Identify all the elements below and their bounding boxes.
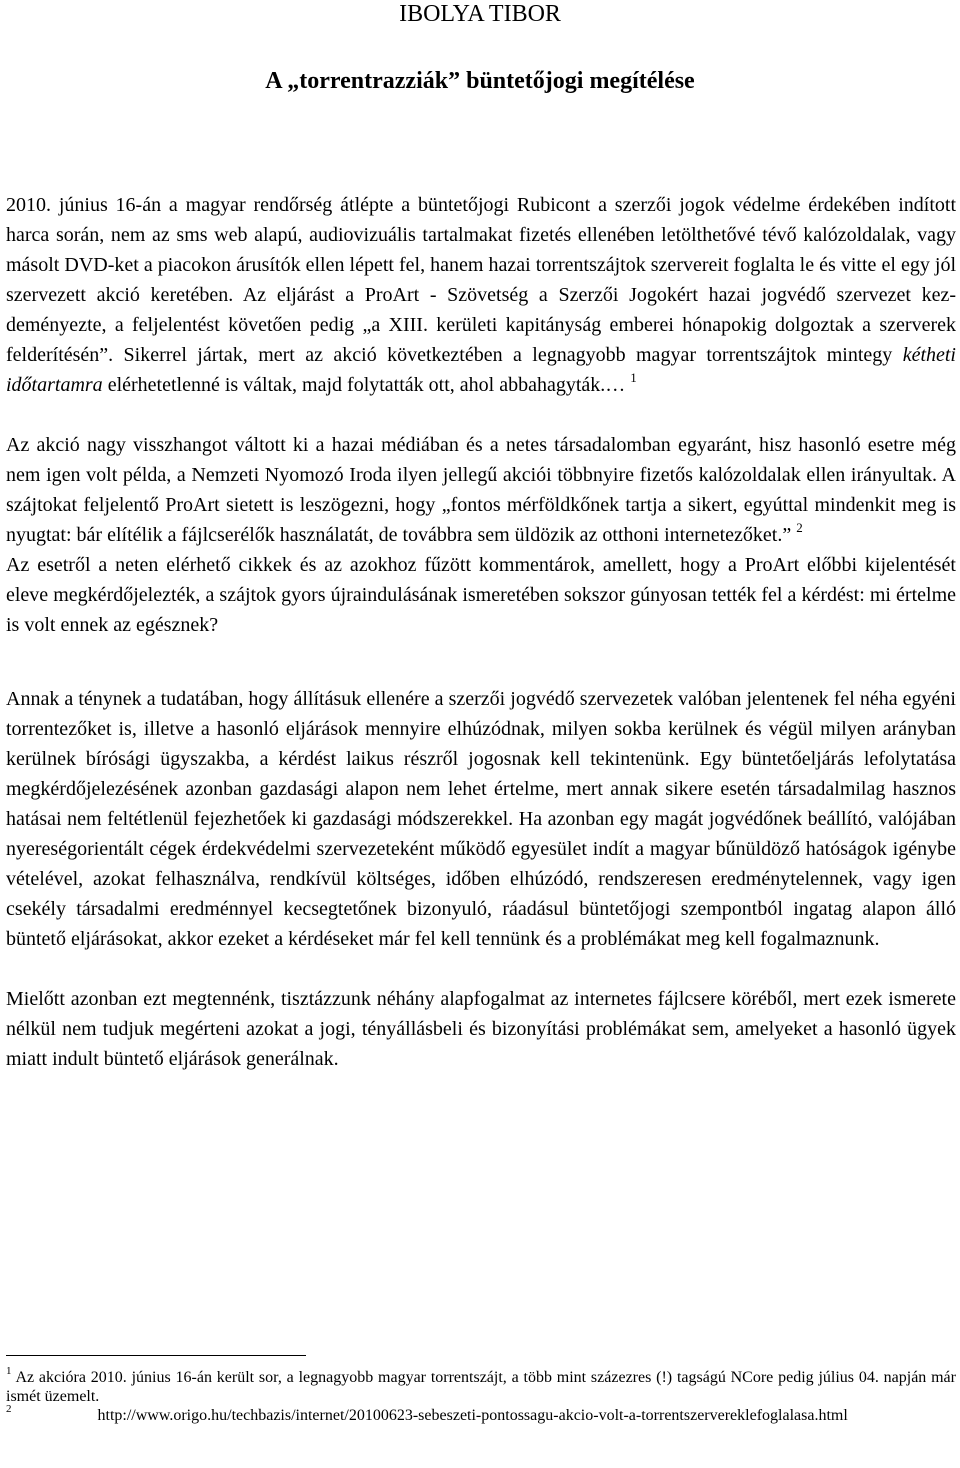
footnote-1: [6, 1365, 956, 1406]
paragraph-2: [6, 430, 956, 550]
footnote-ref-1[interactable]: 1: [630, 370, 637, 385]
footnote-1-text: Az akcióra 2010. június 16-án került sor, a legnagyobb magyar torrentszájt, a több mint százezres (!) tagságú NCore pedig július 04. napján már ismét üzemelt.: [6, 1369, 956, 1405]
paragraph-4: Annak a ténynek a tudatában, hogy állításuk ellenére a szerzői jogvédő szervezetek valóban jelentenek fel néha egyéni torrentezőket is, illetve a hasonló eljárások mennyire elhúzódnak, milyen sokba kerülnek és végül milyen arányban kerülnek bírósági ügyszakba, a kérdést laikus részről jogosnak kell tekintenünk. Egy büntetőeljárás lefolytatása megkérdőjelezésének azonban gazdasági alapon nem lehet értelme, mert annak sikere esetén társadalmilag hasznos hatásai nem feltétlenül fejezhetőek ki gazdasági módszerekkel. Ha azonban egy magát jogvédőnek beállító, valójában nyereségorientált cégek érdekvédelmi szervezeteként működő egyesület indít a magyar bűnüldöző hatóságok igénybe vételével, azokat felhasználva, rendkívül költséges, időben elhúzódó, rendszeresen eredménytelennek, vagy igen csekély társadalmi eredménnyel kecsegtetőnek bizonyuló, ráadásul büntetőjogi szempontból ingatag alapon álló büntető eljárásokat, akkor ezeket a kérdéseket már fel kell tennünk és a problémákat meg kell fogalmaznunk.: [6, 688, 956, 950]
footnote-2-mark: 2: [6, 1403, 12, 1415]
paragraph-5: Mielőtt azonban ezt megtennénk, tisztázzunk néhány alapfogalmat az internetes fájlcsere köréből, mert ezek ismerete nélkül nem tudjuk megérteni azokat a jogi, tényállásbeli és bizonyítási problémákat sem, amelyeket a hasonló ügyek miatt indult büntető eljárások generálnak.: [6, 988, 956, 1070]
footnote-separator: [6, 1355, 306, 1356]
author-name: IBOLYA TIBOR: [399, 1, 561, 27]
paragraph-1-text-b: elérhetetlenné is váltak, majd folytatták ott, ahol abbahagyták.…: [102, 374, 626, 396]
footnote-1-mark: 1: [6, 1365, 12, 1377]
footnotes: [6, 1365, 956, 1425]
paragraph-1: [6, 190, 956, 400]
article-body: [6, 190, 956, 1074]
footnote-2: [6, 1403, 956, 1425]
footnote-2-link[interactable]: http://www.origo.hu/techbazis/internet/20100623-sebeszeti-pontossagu-akcio-volt-a-torrentszervereklefoglalasa.html: [97, 1407, 848, 1424]
paragraph-1-text-a: 2010. június 16-án a magyar rendőrség átlépte a büntetőjogi Rubicont a szerzői jogok védelme érdekében indított harca során, nem az sms web alapú, audiovizuális tartalmakat fizetés ellenében letölthetővé tévő kalózoldalak, vagy másolt DVD-ket a piacokon árusítók ellen lépett fel, hanem hazai torrentszájtok szervereit foglalta le és vitte el egy jól szervezett akció keretében. Az eljárást a ProArt - Szövetség a Szerzői Jogokért hazai jogvédő szervezet kezdeményezte, a feljelentést követően pedig „a XIII. kerületi kapitányság emberei hónapokig dolgoztak a szerverek felderítésén”. Sikerrel jártak, mert az akció következtében a legnagyobb magyar torrentszájtok mintegy: [6, 194, 956, 366]
paragraph-2-text: Az akció nagy visszhangot váltott ki a hazai médiában és a netes társadalomban egyaránt, hisz hasonló esetre még nem igen volt példa, a Nemzeti Nyomozó Iroda ilyen jellegű akciói többnyire fizetős kalózoldalak ellen irányultak. A szájtokat feljelentő ProArt sietett is leszögezni, hogy „fontos mérföldkőnek tartja a sikert, egyúttal mindenkit meg is nyugtat: bár elítélik a fájlcserélők használatát, de továbbra sem üldözik az otthoni internetezőket.”: [6, 434, 956, 546]
paragraph-3: Az esetről a neten elérhető cikkek és az azokhoz fűzött kommentárok, amellett, hogy a ProArt előbbi kijelentését eleve megkérdőjelezték, a szájtok gyors újraindulásának ismeretében sokszor gúnyosan tették fel a kérdést: mi értelme is volt ennek az egésznek?: [6, 554, 956, 636]
page-title: A „torrentrazziák” büntetőjogi megítélése: [265, 68, 695, 94]
paragraph-1-italic: kétheti időtartamra: [6, 344, 956, 396]
footnote-ref-2[interactable]: 2: [796, 520, 803, 535]
